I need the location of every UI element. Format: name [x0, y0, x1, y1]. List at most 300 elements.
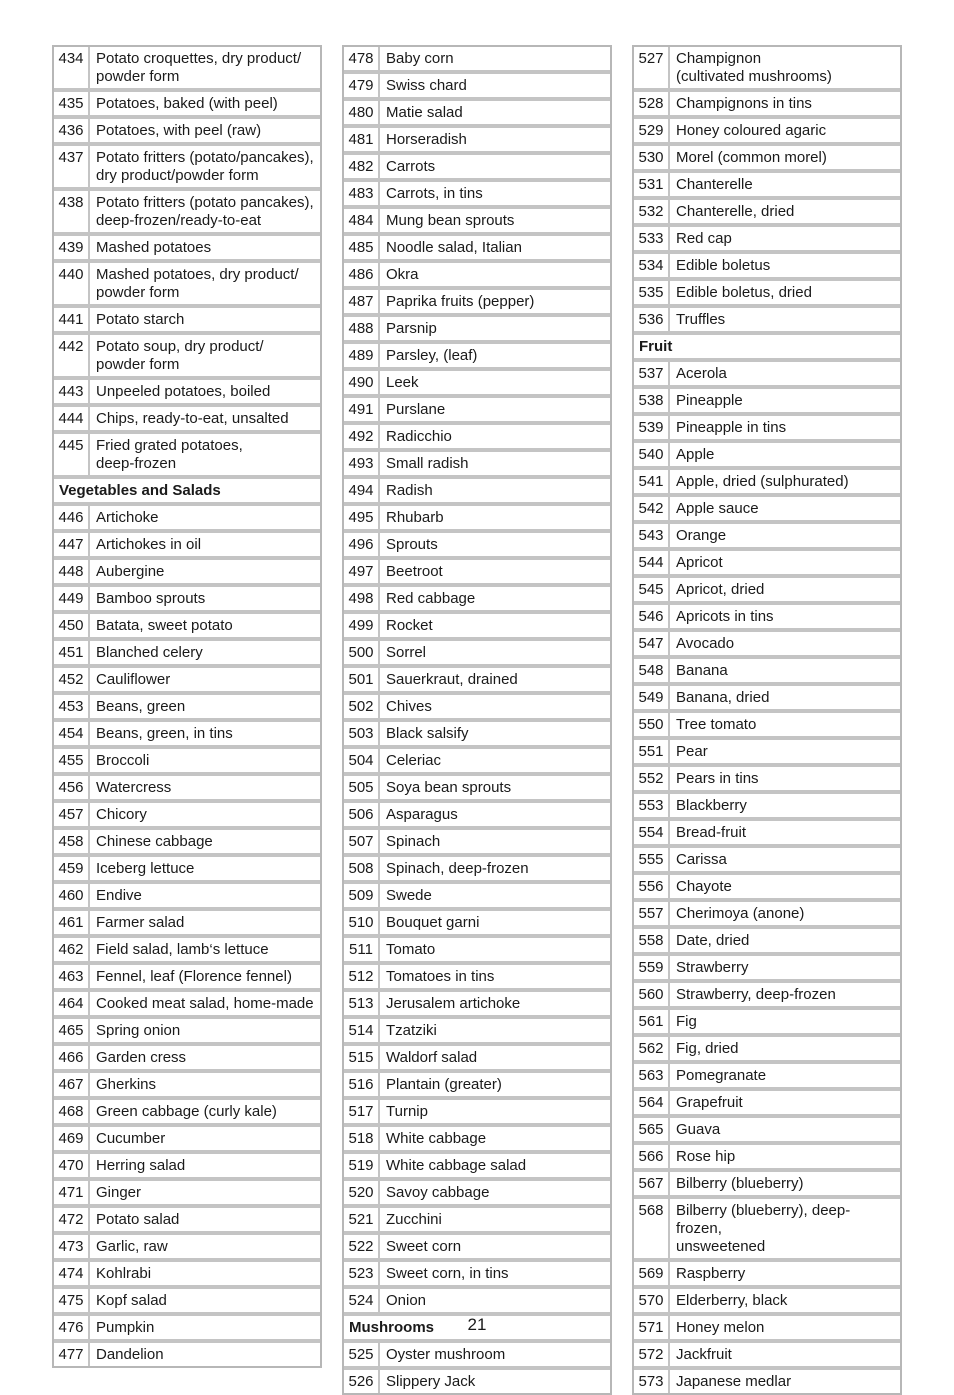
item-name: Sprouts — [380, 532, 610, 559]
table-row — [344, 910, 610, 937]
item-number: 545 — [634, 577, 670, 604]
table-row — [634, 1090, 900, 1117]
item-number: 443 — [54, 379, 90, 406]
table-row — [634, 577, 900, 604]
item-name: Artichoke — [90, 505, 320, 532]
item-number: 477 — [54, 1342, 90, 1366]
item-name: Swede — [380, 883, 610, 910]
item-number: 486 — [344, 262, 380, 289]
table-row — [344, 1072, 610, 1099]
item-name: Orange — [670, 523, 900, 550]
item-number: 515 — [344, 1045, 380, 1072]
item-name: Cooked meat salad, home-made — [90, 991, 320, 1018]
item-name: Honey coloured agaric — [670, 118, 900, 145]
item-number: 479 — [344, 73, 380, 100]
table-row — [54, 532, 320, 559]
item-number: 567 — [634, 1171, 670, 1198]
table-row — [54, 1288, 320, 1315]
item-name: Oyster mushroom — [380, 1342, 610, 1369]
table-row — [54, 307, 320, 334]
table-row — [634, 118, 900, 145]
table-row — [54, 406, 320, 433]
table-row — [54, 613, 320, 640]
item-number: 463 — [54, 964, 90, 991]
item-name: Tomato — [380, 937, 610, 964]
item-name: Watercress — [90, 775, 320, 802]
item-number: 570 — [634, 1288, 670, 1315]
table-row — [344, 1126, 610, 1153]
section-header-row — [54, 478, 320, 505]
item-number: 504 — [344, 748, 380, 775]
table-row — [344, 208, 610, 235]
table-row — [344, 1234, 610, 1261]
item-name: Potatoes, with peel (raw) — [90, 118, 320, 145]
item-number: 543 — [634, 523, 670, 550]
item-number: 503 — [344, 721, 380, 748]
item-number: 498 — [344, 586, 380, 613]
table-row — [634, 766, 900, 793]
item-name: Black salsify — [380, 721, 610, 748]
item-name: Artichokes in oil — [90, 532, 320, 559]
table-row — [634, 820, 900, 847]
item-number: 500 — [344, 640, 380, 667]
item-name: Chicory — [90, 802, 320, 829]
table-row — [54, 1342, 320, 1366]
item-number: 529 — [634, 118, 670, 145]
item-name: Guava — [670, 1117, 900, 1144]
table-row — [54, 991, 320, 1018]
item-number: 520 — [344, 1180, 380, 1207]
item-name: Spinach — [380, 829, 610, 856]
item-number: 474 — [54, 1261, 90, 1288]
item-number: 521 — [344, 1207, 380, 1234]
item-name: Edible boletus, dried — [670, 280, 900, 307]
item-name: Field salad, lamb‘s lettuce — [90, 937, 320, 964]
item-name: Avocado — [670, 631, 900, 658]
item-name: Pineapple — [670, 388, 900, 415]
item-name: Mung bean sprouts — [380, 208, 610, 235]
item-number: 455 — [54, 748, 90, 775]
item-number: 562 — [634, 1036, 670, 1063]
item-number: 561 — [634, 1009, 670, 1036]
table-row — [634, 145, 900, 172]
table-row — [634, 685, 900, 712]
item-name: Sweet corn — [380, 1234, 610, 1261]
item-name: Turnip — [380, 1099, 610, 1126]
item-name: Iceberg lettuce — [90, 856, 320, 883]
item-name: Ginger — [90, 1180, 320, 1207]
item-number: 538 — [634, 388, 670, 415]
item-number: 554 — [634, 820, 670, 847]
table-row — [344, 1342, 610, 1369]
table-row — [344, 1045, 610, 1072]
item-number: 465 — [54, 1018, 90, 1045]
table-row — [54, 694, 320, 721]
item-name: Apricots in tins — [670, 604, 900, 631]
item-number: 553 — [634, 793, 670, 820]
item-name: Baby corn — [380, 47, 610, 73]
item-name: Mashed potatoes — [90, 235, 320, 262]
item-name: Leek — [380, 370, 610, 397]
item-number: 491 — [344, 397, 380, 424]
item-number: 457 — [54, 802, 90, 829]
item-name: Chayote — [670, 874, 900, 901]
item-number: 482 — [344, 154, 380, 181]
item-name: Pineapple in tins — [670, 415, 900, 442]
item-number: 568 — [634, 1198, 670, 1261]
table-row — [344, 667, 610, 694]
table-row — [634, 1369, 900, 1393]
table-row — [54, 856, 320, 883]
table-row — [634, 1063, 900, 1090]
table-row — [344, 47, 610, 73]
table-row — [344, 640, 610, 667]
item-number: 499 — [344, 613, 380, 640]
item-name: Kohlrabi — [90, 1261, 320, 1288]
item-number: 557 — [634, 901, 670, 928]
item-number: 527 — [634, 47, 670, 91]
item-name: Rocket — [380, 613, 610, 640]
table-row — [344, 1207, 610, 1234]
table-row — [344, 829, 610, 856]
item-number: 526 — [344, 1369, 380, 1393]
item-number: 556 — [634, 874, 670, 901]
table-row — [634, 604, 900, 631]
item-number: 512 — [344, 964, 380, 991]
item-name: Beans, green, in tins — [90, 721, 320, 748]
item-name: Strawberry — [670, 955, 900, 982]
item-number: 540 — [634, 442, 670, 469]
item-name: Potato starch — [90, 307, 320, 334]
item-number: 453 — [54, 694, 90, 721]
item-name: Pumpkin — [90, 1315, 320, 1342]
table-row — [634, 226, 900, 253]
item-name: Potato soup, dry product/ powder form — [90, 334, 320, 379]
item-number: 559 — [634, 955, 670, 982]
item-name: Champignons in tins — [670, 91, 900, 118]
item-name: Asparagus — [380, 802, 610, 829]
item-number: 544 — [634, 550, 670, 577]
item-number: 475 — [54, 1288, 90, 1315]
item-name: Raspberry — [670, 1261, 900, 1288]
item-name: Carrots — [380, 154, 610, 181]
item-number: 560 — [634, 982, 670, 1009]
item-name: Truffles — [670, 307, 900, 334]
table-row — [634, 469, 900, 496]
table-row — [344, 883, 610, 910]
table-row — [54, 640, 320, 667]
item-number: 467 — [54, 1072, 90, 1099]
item-name: Banana, dried — [670, 685, 900, 712]
table-row — [634, 550, 900, 577]
table-row — [344, 1018, 610, 1045]
item-number: 541 — [634, 469, 670, 496]
item-number: 525 — [344, 1342, 380, 1369]
table-row — [344, 343, 610, 370]
item-name: Elderberry, black — [670, 1288, 900, 1315]
item-number: 469 — [54, 1126, 90, 1153]
item-name: Cauliflower — [90, 667, 320, 694]
item-number: 434 — [54, 47, 90, 91]
item-number: 480 — [344, 100, 380, 127]
table-row — [54, 118, 320, 145]
item-name: Strawberry, deep-frozen — [670, 982, 900, 1009]
table-row — [634, 388, 900, 415]
table-row — [634, 928, 900, 955]
item-number: 511 — [344, 937, 380, 964]
table-row — [54, 559, 320, 586]
item-number: 536 — [634, 307, 670, 334]
item-name: Date, dried — [670, 928, 900, 955]
table-row — [634, 1144, 900, 1171]
item-number: 518 — [344, 1126, 380, 1153]
item-name: Tzatziki — [380, 1018, 610, 1045]
item-name: Purslane — [380, 397, 610, 424]
table-row — [344, 154, 610, 181]
item-name: Paprika fruits (pepper) — [380, 289, 610, 316]
item-number: 505 — [344, 775, 380, 802]
item-name: Farmer salad — [90, 910, 320, 937]
table-row — [54, 145, 320, 190]
table-row — [344, 559, 610, 586]
section-header-row — [634, 334, 900, 361]
table-row — [54, 937, 320, 964]
table-row — [634, 172, 900, 199]
item-number: 519 — [344, 1153, 380, 1180]
table-row — [344, 694, 610, 721]
table-row — [54, 1018, 320, 1045]
table-row — [344, 181, 610, 208]
item-name: Jerusalem artichoke — [380, 991, 610, 1018]
table-row — [634, 415, 900, 442]
page-number: 21 — [467, 1315, 487, 1334]
item-name: Honey melon — [670, 1315, 900, 1342]
item-name: Bread-fruit — [670, 820, 900, 847]
table-row — [344, 1369, 610, 1393]
item-name: Bilberry (blueberry), deep-frozen, unsweetened — [670, 1198, 900, 1261]
table-row — [54, 1207, 320, 1234]
item-name: Gherkins — [90, 1072, 320, 1099]
item-number: 437 — [54, 145, 90, 190]
item-number: 516 — [344, 1072, 380, 1099]
item-number: 492 — [344, 424, 380, 451]
table-row — [54, 190, 320, 235]
item-name: Parsnip — [380, 316, 610, 343]
table-row — [634, 442, 900, 469]
item-number: 533 — [634, 226, 670, 253]
item-number: 454 — [54, 721, 90, 748]
item-number: 563 — [634, 1063, 670, 1090]
table-row — [634, 955, 900, 982]
item-name: Blackberry — [670, 793, 900, 820]
item-name: Fennel, leaf (Florence fennel) — [90, 964, 320, 991]
table-row — [344, 586, 610, 613]
item-number: 449 — [54, 586, 90, 613]
table-row — [634, 631, 900, 658]
item-number: 514 — [344, 1018, 380, 1045]
item-name: Blanched celery — [90, 640, 320, 667]
item-number: 445 — [54, 433, 90, 478]
item-name: Edible boletus — [670, 253, 900, 280]
table-row — [634, 982, 900, 1009]
table-row — [344, 1180, 610, 1207]
table-row — [54, 1153, 320, 1180]
table-row — [344, 73, 610, 100]
item-name: Apple sauce — [670, 496, 900, 523]
item-number: 460 — [54, 883, 90, 910]
item-name: Endive — [90, 883, 320, 910]
table-row — [344, 370, 610, 397]
item-number: 549 — [634, 685, 670, 712]
table-row — [344, 127, 610, 154]
item-number: 442 — [54, 334, 90, 379]
table-row — [344, 262, 610, 289]
item-number: 472 — [54, 1207, 90, 1234]
item-number: 476 — [54, 1315, 90, 1342]
item-number: 524 — [344, 1288, 380, 1315]
item-name: Potato fritters (potato/pancakes), dry product/powder form — [90, 145, 320, 190]
table-row — [344, 964, 610, 991]
item-name: Chips, ready-to-eat, unsalted — [90, 406, 320, 433]
table-row — [634, 1342, 900, 1369]
item-number: 466 — [54, 1045, 90, 1072]
item-number: 509 — [344, 883, 380, 910]
table-row — [344, 937, 610, 964]
item-name: Japanese medlar — [670, 1369, 900, 1393]
item-name: Cucumber — [90, 1126, 320, 1153]
table-row — [54, 235, 320, 262]
item-number: 495 — [344, 505, 380, 532]
item-name: Sweet corn, in tins — [380, 1261, 610, 1288]
table-row — [54, 829, 320, 856]
item-name: Sorrel — [380, 640, 610, 667]
item-name: Red cap — [670, 226, 900, 253]
item-name: Cherimoya (anone) — [670, 901, 900, 928]
table-row — [54, 262, 320, 307]
table-row — [54, 667, 320, 694]
item-number: 552 — [634, 766, 670, 793]
table-row — [634, 712, 900, 739]
item-number: 537 — [634, 361, 670, 388]
item-number: 471 — [54, 1180, 90, 1207]
item-name: Garden cress — [90, 1045, 320, 1072]
item-number: 569 — [634, 1261, 670, 1288]
table-row — [54, 334, 320, 379]
item-name: Waldorf salad — [380, 1045, 610, 1072]
table-row — [344, 802, 610, 829]
item-number: 551 — [634, 739, 670, 766]
item-number: 572 — [634, 1342, 670, 1369]
item-number: 461 — [54, 910, 90, 937]
table-row — [54, 433, 320, 478]
item-number: 470 — [54, 1153, 90, 1180]
item-number: 550 — [634, 712, 670, 739]
item-number: 483 — [344, 181, 380, 208]
table-row — [54, 1126, 320, 1153]
item-name: Chinese cabbage — [90, 829, 320, 856]
item-number: 435 — [54, 91, 90, 118]
item-name: Potato croquettes, dry product/ powder form — [90, 47, 320, 91]
item-name: Aubergine — [90, 559, 320, 586]
table-row — [54, 1072, 320, 1099]
item-name: Kopf salad — [90, 1288, 320, 1315]
item-number: 508 — [344, 856, 380, 883]
table-row — [634, 901, 900, 928]
table-row — [634, 47, 900, 91]
item-name: Pears in tins — [670, 766, 900, 793]
table-row — [344, 397, 610, 424]
item-name: Zucchini — [380, 1207, 610, 1234]
item-number: 517 — [344, 1099, 380, 1126]
item-number: 571 — [634, 1315, 670, 1342]
item-number: 501 — [344, 667, 380, 694]
item-name: Savoy cabbage — [380, 1180, 610, 1207]
table-row — [634, 739, 900, 766]
table-row — [344, 451, 610, 478]
table-row — [344, 316, 610, 343]
table-row — [344, 532, 610, 559]
item-name: Rhubarb — [380, 505, 610, 532]
item-number: 489 — [344, 343, 380, 370]
table-row — [344, 1153, 610, 1180]
item-name: Green cabbage (curly kale) — [90, 1099, 320, 1126]
item-number: 458 — [54, 829, 90, 856]
item-name: Slippery Jack — [380, 1369, 610, 1393]
item-number: 444 — [54, 406, 90, 433]
table-row — [634, 1171, 900, 1198]
item-number: 555 — [634, 847, 670, 874]
item-number: 494 — [344, 478, 380, 505]
item-name: Garlic, raw — [90, 1234, 320, 1261]
item-number: 558 — [634, 928, 670, 955]
item-name: Champignon (cultivated mushrooms) — [670, 47, 900, 91]
table-row — [344, 991, 610, 1018]
item-number: 478 — [344, 47, 380, 73]
table-row — [634, 874, 900, 901]
item-name: Pomegranate — [670, 1063, 900, 1090]
food-table-column-1 — [52, 45, 322, 1368]
item-number: 496 — [344, 532, 380, 559]
item-name: Radish — [380, 478, 610, 505]
item-name: Potato salad — [90, 1207, 320, 1234]
item-name: Celeriac — [380, 748, 610, 775]
item-number: 546 — [634, 604, 670, 631]
item-name: Banana — [670, 658, 900, 685]
item-name: Unpeeled potatoes, boiled — [90, 379, 320, 406]
section-heading: Mushrooms — [344, 1315, 610, 1342]
table-row — [634, 280, 900, 307]
item-number: 446 — [54, 505, 90, 532]
table-row — [634, 1261, 900, 1288]
item-number: 451 — [54, 640, 90, 667]
table-row — [634, 1198, 900, 1261]
item-number: 484 — [344, 208, 380, 235]
item-number: 447 — [54, 532, 90, 559]
item-number: 522 — [344, 1234, 380, 1261]
item-name: Fig — [670, 1009, 900, 1036]
table-row — [54, 91, 320, 118]
item-name: Apple — [670, 442, 900, 469]
item-name: Potato fritters (potato pancakes), deep-frozen/ready-to-eat — [90, 190, 320, 235]
table-row — [344, 775, 610, 802]
item-number: 564 — [634, 1090, 670, 1117]
table-row — [54, 1099, 320, 1126]
item-number: 452 — [54, 667, 90, 694]
item-name: Horseradish — [380, 127, 610, 154]
table-row — [344, 100, 610, 127]
item-number: 440 — [54, 262, 90, 307]
item-name: Noodle salad, Italian — [380, 235, 610, 262]
